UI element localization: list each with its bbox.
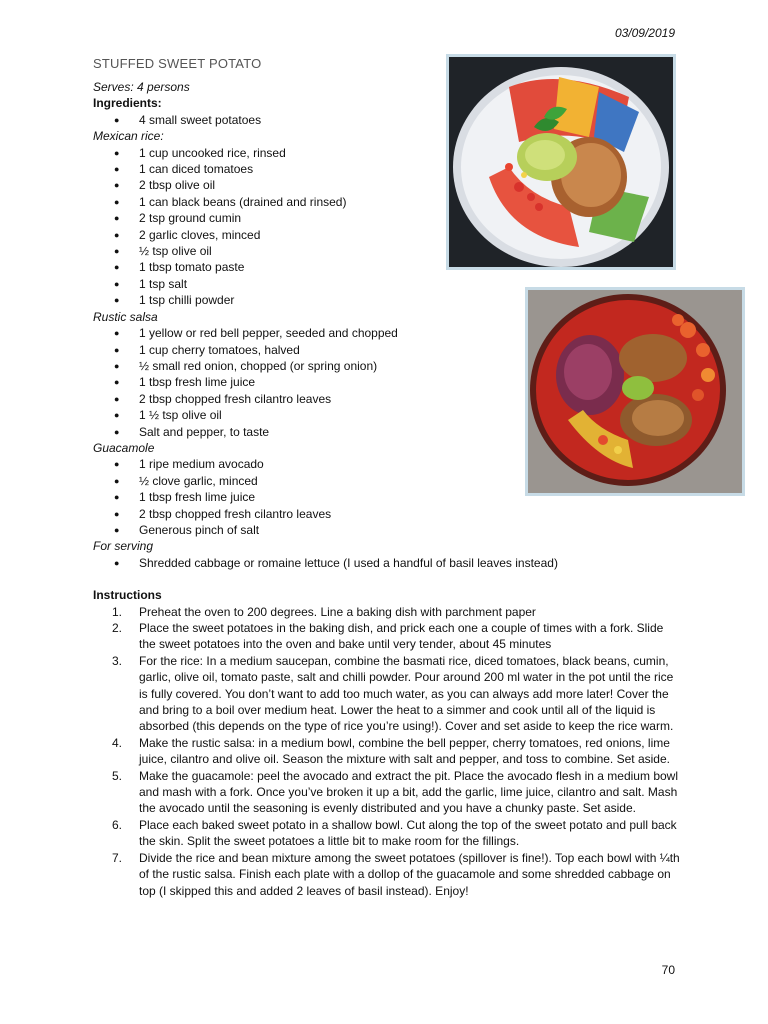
list-item: ● 2 tbsp chopped fresh cilantro leaves bbox=[93, 391, 683, 407]
rice-heading: Mexican rice: bbox=[93, 129, 164, 144]
step-text: Preheat the oven to 200 degrees. Line a baking dish with parchment paper bbox=[139, 604, 536, 619]
step-item bbox=[93, 604, 683, 620]
step-number: 6. bbox=[112, 817, 123, 832]
list-item: ● 1 cup cherry tomatoes, halved bbox=[93, 342, 683, 358]
list-item: ● 1 tsp chilli powder bbox=[93, 292, 683, 308]
step-text: Place the sweet potatoes in the baking dish, and prick each one a couple of times with a fork. Slide the sweet potatoes into the oven and bake until very tender, about 45 minutes bbox=[139, 621, 664, 652]
list-item: ● 2 garlic cloves, minced bbox=[93, 227, 683, 243]
list-item: ● ½ small red onion, chopped (or spring onion) bbox=[93, 358, 683, 374]
ingredients-heading: Ingredients: bbox=[93, 96, 162, 111]
serving-list bbox=[93, 555, 683, 571]
list-item: ● 1 ripe medium avocado bbox=[93, 456, 683, 472]
list-item: ● 2 tbsp olive oil bbox=[93, 177, 683, 193]
step-number: 3. bbox=[112, 653, 123, 668]
step-text: Place each baked sweet potato in a shallow bowl. Cut along the top of the sweet potato and pull back the skin. Split the sweet potatoes a little bit to make room for the fillings. bbox=[139, 817, 677, 849]
list-item: ● ½ tsp olive oil bbox=[93, 243, 683, 259]
dish-photo-bottom bbox=[525, 287, 745, 496]
step-text: Divide the rice and bean mixture among the sweet potatoes (spillover is fine!). Top each bowl with ¼th of the rustic salsa. Finish each plate with a dollop of the guacamole and some shredded cabbage on top (I skipped this and added 2 leaves of basil instead). Enjoy! bbox=[139, 850, 680, 898]
list-item: ● 4 small sweet potatoes bbox=[93, 112, 683, 128]
list-item: ● 1 can diced tomatoes bbox=[93, 161, 683, 177]
list-item: ● 2 tsp ground cumin bbox=[93, 210, 683, 226]
step-number: 5. bbox=[112, 768, 123, 783]
step-number: 2. bbox=[112, 621, 123, 635]
dish-photo-top-image bbox=[449, 57, 673, 267]
guacamole-heading: Guacamole bbox=[93, 440, 155, 455]
dish-photo-bottom-image bbox=[528, 290, 742, 493]
list-item: ● 1 tsp salt bbox=[93, 276, 683, 292]
step-item bbox=[93, 817, 683, 850]
step-text: Make the rustic salsa: in a medium bowl, combine the bell pepper, cherry tomatoes, red onions, lime juice, cilantro and olive oil. Season the mixture with salt and pepper, and toss to combine. Set aside. bbox=[139, 735, 670, 767]
instructions-list bbox=[93, 604, 683, 899]
list-item: ● 1 tbsp tomato paste bbox=[93, 259, 683, 275]
step-item bbox=[93, 768, 683, 817]
step-item bbox=[93, 620, 683, 653]
list-item: ● 1 can black beans (drained and rinsed) bbox=[93, 194, 683, 210]
step-number: 7. bbox=[112, 850, 123, 865]
list-item: ● 1 cup uncooked rice, rinsed bbox=[93, 145, 683, 161]
step-text: Make the guacamole: peel the avocado and extract the pit. Place the avocado flesh in a medium bowl and mash with a fork. Once you’ve broken it up a bit, add the garlic, lime juice, cilantro and salt. Mash the avocado until the seasoning is evenly distributed and you have a chunky paste. Set aside. bbox=[139, 768, 678, 816]
list-item: ● 1 tbsp fresh lime juice bbox=[93, 374, 683, 390]
list-item: ● 2 tbsp chopped fresh cilantro leaves bbox=[93, 506, 683, 522]
instructions-heading: Instructions bbox=[93, 588, 162, 603]
list-item: ● ½ clove garlic, minced bbox=[93, 473, 683, 489]
step-item bbox=[93, 850, 683, 899]
step-item bbox=[93, 653, 683, 735]
list-item: ● 1 yellow or red bell pepper, seeded and chopped bbox=[93, 325, 683, 341]
step-text: For the rice: In a medium saucepan, combine the basmati rice, diced tomatoes, black beans, cumin, garlic, olive oil, tomato paste, salt and chilli powder. Pour around 200 ml water in the pot until the rice is fully covered. You don’t want to add too much water, as you can always add more later! Cover the and bring to a boil over medium heat. Lower the heat to a simmer and cook until all of the liquid is absorbed (this depends on the type of rice you’re using!). Cover and set aside to keep the rice warm. bbox=[139, 653, 674, 734]
list-item: ● 1 tbsp fresh lime juice bbox=[93, 489, 683, 505]
salsa-heading: Rustic salsa bbox=[93, 309, 158, 324]
recipe-title: STUFFED SWEET POTATO bbox=[93, 56, 262, 71]
list-item: ● Shredded cabbage or romaine lettuce (I used a handful of basil leaves instead) bbox=[93, 555, 683, 571]
step-item bbox=[93, 735, 683, 768]
serves-line: Serves: 4 persons bbox=[93, 80, 190, 94]
step-number: 1. bbox=[112, 604, 123, 619]
page-date: 03/09/2019 bbox=[614, 26, 675, 40]
list-item: ● Salt and pepper, to taste bbox=[93, 424, 683, 440]
page-number: 70 bbox=[661, 963, 675, 977]
step-number: 4. bbox=[112, 735, 123, 750]
list-item: ● Generous pinch of salt bbox=[93, 522, 683, 538]
list-item: ● 1 ½ tsp olive oil bbox=[93, 407, 683, 423]
dish-photo-top bbox=[446, 54, 676, 270]
serving-heading: For serving bbox=[93, 539, 154, 554]
